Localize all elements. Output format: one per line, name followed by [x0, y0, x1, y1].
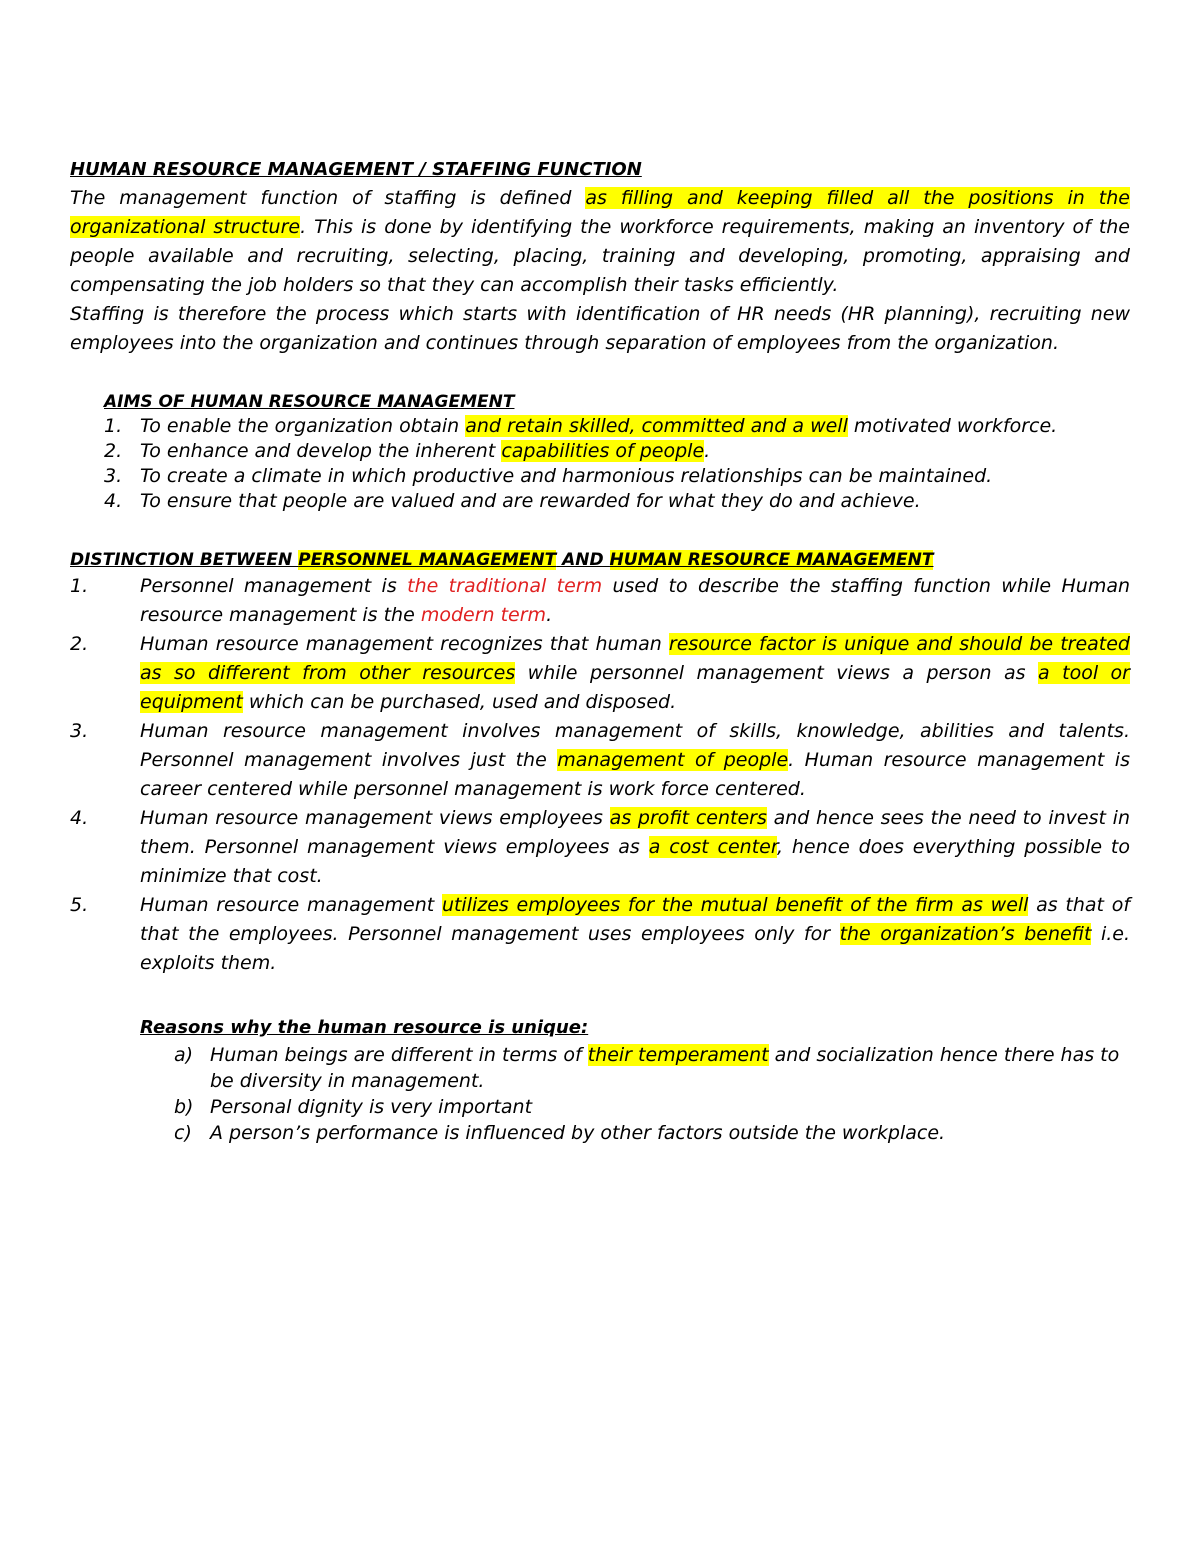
text-run: Staffing is therefore the process which starts with identification of HR needs (HR planning), recruiting new employees into the organization and continues through separation of employees from the organization.: [70, 303, 1130, 354]
list-text: [140, 891, 1130, 978]
list-number: 3.: [104, 465, 123, 487]
list-letter: c): [174, 1122, 192, 1144]
document-content: [70, 156, 1130, 1146]
text-run: and socialization hence there has to be diversity in management.: [210, 1044, 1120, 1092]
highlighted-text: HUMAN RESOURCE MANAGEMENT: [609, 550, 934, 570]
list-item: [104, 489, 1130, 514]
list-text: [140, 717, 1130, 804]
list-item: [70, 630, 1130, 717]
red-text: the traditional term: [407, 575, 603, 597]
highlighted-text: utilizes employees for the mutual benefit of the firm as well: [441, 894, 1029, 916]
list-number: 2.: [104, 440, 123, 462]
list-text: [140, 630, 1130, 717]
list-number: 1.: [70, 575, 89, 597]
list-item: [104, 464, 1130, 489]
text-run: as that of that the employees. Personnel management uses employees only for: [140, 894, 1131, 945]
reasons-list: [140, 1042, 1130, 1146]
intro-paragraph-1: [70, 184, 1130, 300]
highlighted-text: resource factor is unique and should be treated as so different from other resources: [140, 633, 1130, 684]
text-run: Human resource management views employees: [140, 807, 610, 829]
list-letter: b): [174, 1096, 194, 1118]
text-run: To enable the organization obtain: [140, 415, 466, 437]
distinction-list: [70, 572, 1130, 978]
list-item: [104, 439, 1130, 464]
document-title: HUMAN RESOURCE MANAGEMENT / STAFFING FUNCTION: [70, 159, 642, 180]
distinction-heading: [70, 548, 1130, 572]
reasons-section: [70, 1014, 1130, 1146]
list-number: 3.: [70, 720, 89, 742]
distinction-section: [70, 548, 1130, 978]
highlighted-text: PERSONNEL MANAGEMENT: [298, 550, 557, 570]
aims-list: [104, 414, 1130, 514]
text-run: DISTINCTION BETWEEN: [70, 550, 299, 570]
list-item: [70, 891, 1130, 978]
aims-heading: AIMS OF HUMAN RESOURCE MANAGEMENT: [104, 392, 515, 412]
text-run: Human resource management: [140, 894, 442, 916]
list-text: [210, 1042, 1130, 1094]
highlighted-text: management of people: [557, 749, 789, 771]
text-run: The management function of staffing is defined: [70, 187, 586, 209]
list-item: [104, 414, 1130, 439]
list-number: 2.: [70, 633, 89, 655]
list-number: 1.: [104, 415, 123, 437]
list-number: 5.: [70, 894, 89, 916]
text-run: .: [704, 440, 711, 462]
intro-paragraph-2: [70, 300, 1130, 358]
list-text: [210, 1094, 532, 1120]
highlighted-text: as filling and keeping filled all the positions in the organizational structure: [70, 187, 1130, 238]
text-run: Human beings are different in terms of: [210, 1044, 588, 1066]
list-text: [140, 804, 1130, 891]
text-run: i.e. exploits them.: [140, 923, 1130, 974]
highlighted-text: and retain skilled, committed and a well: [465, 415, 848, 437]
list-item: [174, 1042, 1130, 1094]
text-run: Personnel management is: [140, 575, 408, 597]
highlighted-text: a tool or equipment: [140, 662, 1130, 713]
highlighted-text: a cost center: [648, 836, 777, 858]
list-item: [70, 717, 1130, 804]
text-run: which can be purchased, used and disposed.: [242, 691, 677, 713]
highlighted-text: as profit centers: [609, 807, 767, 829]
text-run: , hence does everything possible to minimize that cost.: [140, 836, 1130, 887]
text-run: . Human resource management is career centered while personnel management is work force centered.: [140, 749, 1130, 800]
list-number: 4.: [70, 807, 89, 829]
list-text: [140, 572, 1130, 630]
highlighted-text: capabilities of people: [501, 440, 705, 462]
text-run: To create a climate in which productive and harmonious relationships can be maintained.: [140, 465, 993, 487]
highlighted-text: the organization’s benefit: [839, 923, 1092, 945]
list-item: [174, 1094, 1130, 1120]
text-run: while personnel management views a person as: [515, 662, 1039, 684]
text-run: Human resource management recognizes that human: [140, 633, 669, 655]
text-run: A person’s performance is influenced by other factors outside the workplace.: [210, 1122, 946, 1144]
text-run: used to describe the staffing function while Human resource management is the: [140, 575, 1131, 626]
text-run: To ensure that people are valued and are rewarded for what they do and achieve.: [140, 490, 921, 512]
list-text: [140, 489, 921, 514]
list-text: [140, 464, 992, 489]
text-run: Human resource management involves management of skills, knowledge, abilities and talents. Personnel management involves just the: [140, 720, 1130, 771]
list-text: [140, 439, 710, 464]
text-run: To enhance and develop the inherent: [140, 440, 502, 462]
list-number: 4.: [104, 490, 123, 512]
list-text: [140, 414, 1057, 439]
text-run: . This is done by identifying the workforce requirements, making an inventory of the people available and recruiting, selecting, placing, training and developing, promoting, appraising and compensating the job holders so that they can accomplish their tasks efficiently.: [70, 216, 1130, 296]
highlighted-text: their temperament: [587, 1044, 769, 1066]
list-item: [70, 804, 1130, 891]
list-text: [210, 1120, 945, 1146]
list-letter: a): [174, 1044, 194, 1066]
red-text: modern term: [420, 604, 547, 626]
aims-section: [70, 390, 1130, 514]
text-run: AND: [556, 550, 610, 570]
text-run: and hence sees the need to invest in them. Personnel management views employees as: [140, 807, 1130, 858]
list-item: [174, 1120, 1130, 1146]
text-run: Personal dignity is very important: [210, 1096, 533, 1118]
text-run: motivated workforce.: [847, 415, 1058, 437]
reasons-heading: Reasons why the human resource is unique:: [140, 1017, 589, 1038]
list-item: [70, 572, 1130, 630]
text-run: .: [546, 604, 553, 626]
